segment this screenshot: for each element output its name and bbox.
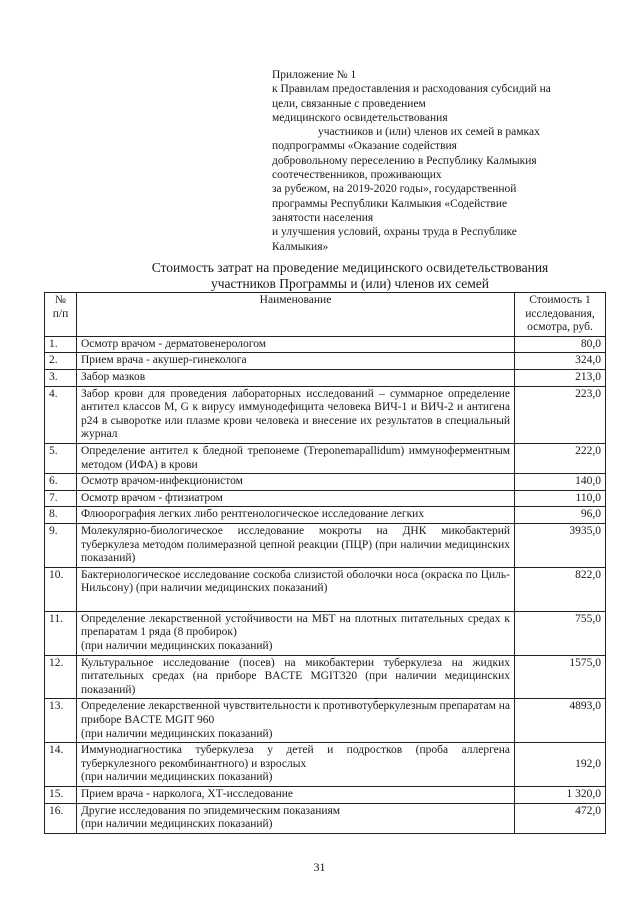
table-row xyxy=(45,655,606,699)
row-cost: 4893,0 xyxy=(515,699,606,743)
table-row xyxy=(45,443,606,473)
row-num: 8. xyxy=(45,507,77,524)
table-row xyxy=(45,369,606,386)
row-name: Другие исследования по эпидемическим показаниям (при наличии медицинских показаний) xyxy=(77,803,515,833)
row-name: Осмотр врачом-инфекционистом xyxy=(77,474,515,491)
row-num: 12. xyxy=(45,655,77,699)
row-num: 1. xyxy=(45,336,77,353)
appendix-line: добровольному переселению в Республику Калмыкия xyxy=(272,154,537,167)
row-name: Бактериологическое исследование соскоба слизистой оболочки носа (окраска по Циль-Нильсону) (при наличии медицинских показаний) xyxy=(77,567,515,611)
appendix-line: подпрограммы «Оказание содействия xyxy=(272,140,457,153)
row-name: Определение лекарственной чувствительности к противотуберкулезным препаратам на приборе BACTE MGIT 960 (при наличии медицинских показаний) xyxy=(77,699,515,743)
table-row xyxy=(45,567,606,611)
table-row xyxy=(45,474,606,491)
row-cost: 755,0 xyxy=(515,611,606,655)
row-num: 2. xyxy=(45,353,77,370)
row-name: Культуральное исследование (посев) на микобактерии туберкулеза на жидких питательных средах (на приборе BACTE MGIT320 (при наличии медицинских показаний) xyxy=(77,655,515,699)
row-cost: 822,0 xyxy=(515,567,606,611)
row-num: 5. xyxy=(45,443,77,473)
row-num: 3. xyxy=(45,369,77,386)
row-cost: 1575,0 xyxy=(515,655,606,699)
row-name: Молекулярно-биологическое исследование мокроты на ДНК микобактерий туберкулеза методом полимеразной цепной реакции (ПЦР) (при наличии медицинских показаний) xyxy=(77,523,515,567)
table-row xyxy=(45,336,606,353)
table-row xyxy=(45,611,606,655)
row-name: Прием врача - акушер-гинеколога xyxy=(77,353,515,370)
row-num: 7. xyxy=(45,490,77,507)
appendix-line: цели, связанные с проведением xyxy=(272,97,426,110)
table-row xyxy=(45,523,606,567)
row-name: Забор крови для проведения лабораторных исследований – суммарное определение антител классов M, G к вирусу иммунодефицита человека ВИЧ-1 и ВИЧ-2 и антигена р24 в сыворотке или плазме крови человека и внесение их результатов в специальный журнал xyxy=(77,386,515,443)
appendix-line: занятости населения xyxy=(272,211,374,224)
table-row xyxy=(45,743,606,787)
row-cost: 223,0 xyxy=(515,386,606,443)
row-cost: 472,0 xyxy=(515,803,606,833)
row-name: Иммунодиагностика туберкулеза у детей и подростков (проба аллергена туберкулезного рекомбинантного) и взрослых (при наличии медицинских показаний) xyxy=(77,743,515,787)
row-cost: 192,0 xyxy=(515,743,606,787)
appendix-line: Приложение № 1 xyxy=(272,69,357,81)
table-row xyxy=(45,787,606,804)
row-num: 15. xyxy=(45,787,77,804)
row-name: Осмотр врачом - дерматовенерологом xyxy=(77,336,515,353)
header-cost: Стоимость 1 исследования, осмотра, руб. xyxy=(515,293,606,337)
row-cost: 110,0 xyxy=(515,490,606,507)
row-cost: 1 320,0 xyxy=(515,787,606,804)
row-cost: 222,0 xyxy=(515,443,606,473)
appendix-line: соотечественников, проживающих xyxy=(272,169,442,182)
row-num: 16. xyxy=(45,803,77,833)
row-num: 6. xyxy=(45,474,77,491)
table-row xyxy=(45,699,606,743)
appendix-line: участников и (или) членов их семей в рамках xyxy=(318,126,540,139)
document-title xyxy=(50,260,639,292)
header-name: Наименование xyxy=(77,293,515,337)
row-name: Осмотр врачом - фтизиатром xyxy=(77,490,515,507)
row-num: 14. xyxy=(45,743,77,787)
row-name: Флюорография легких либо рентгенологическое исследование легких xyxy=(77,507,515,524)
row-name: Определение антител к бледной трепонеме (Treponemapallidum) иммуноферментным методом (ИФА) в крови xyxy=(77,443,515,473)
table-row xyxy=(45,353,606,370)
row-cost: 3935,0 xyxy=(515,523,606,567)
appendix-line: Калмыкия» xyxy=(272,240,329,253)
row-cost: 213,0 xyxy=(515,369,606,386)
cost-table xyxy=(44,292,606,834)
title-line-2: участников Программы и (или) членов их семей xyxy=(211,276,489,291)
row-name: Прием врача - нарколога, ХТ-исследование xyxy=(77,787,515,804)
table-row xyxy=(45,507,606,524)
table-row xyxy=(45,803,606,833)
row-cost: 140,0 xyxy=(515,474,606,491)
appendix-line: за рубежом, на 2019-2020 годы», государственной xyxy=(272,183,517,196)
title-line-1: Стоимость затрат на проведение медицинского освидетельствования xyxy=(151,260,549,275)
row-cost: 324,0 xyxy=(515,353,606,370)
page-number: 31 xyxy=(313,860,326,874)
row-num: 9. xyxy=(45,523,77,567)
row-name: Забор мазков xyxy=(77,369,515,386)
table-row xyxy=(45,490,606,507)
table-row xyxy=(45,386,606,443)
row-num: 4. xyxy=(45,386,77,443)
row-num: 13. xyxy=(45,699,77,743)
row-num: 11. xyxy=(45,611,77,655)
row-cost: 96,0 xyxy=(515,507,606,524)
appendix-line: и улучшения условий, охраны труда в Республике xyxy=(272,226,517,239)
appendix-line: к Правилам предоставления и расходования субсидий на xyxy=(272,83,551,96)
appendix-header xyxy=(272,68,602,254)
appendix-line: программы Республики Калмыкия «Содействие xyxy=(272,197,508,210)
table-header-row xyxy=(45,293,606,337)
row-num: 10. xyxy=(45,567,77,611)
appendix-line: медицинского освидетельствования xyxy=(272,111,448,124)
row-cost: 80,0 xyxy=(515,336,606,353)
header-num: № п/п xyxy=(45,293,77,337)
row-name: Определение лекарственной устойчивости на МБТ на плотных питательных средах к препаратам 1 ряда (8 пробирок) (при наличии медицинских показаний) xyxy=(77,611,515,655)
